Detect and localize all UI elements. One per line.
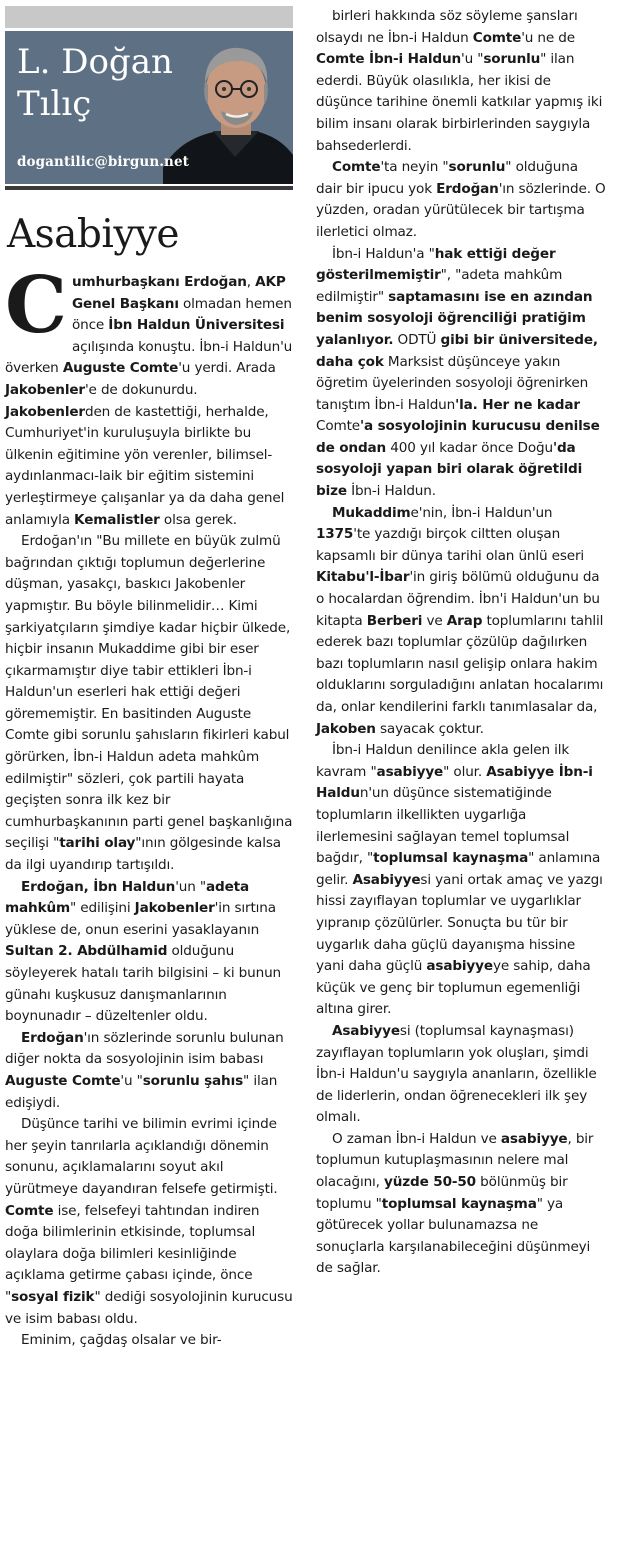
text-segment: , bir toplumun kutuplaşmasının nelere mal olacağını, <box>316 1130 594 1191</box>
article-paragraph <box>316 1129 606 1280</box>
text-segment: 'un " <box>175 878 206 895</box>
text-segment: " ya götürecek yollar bulunamazsa ne sonuçlarla karşılanabileceğini düşünmeyi de sağlar. <box>316 1195 591 1277</box>
text-segment: 'u ne de <box>521 29 575 46</box>
article-paragraph <box>316 740 606 1021</box>
text-segment: Erdoğan'ın "Bu millete en büyük zulmü bağrından çıktığı toplumun değerlerine düşman, yasakçı, baskıcı Jakobenler yapmıştır. Bu böyle bilinmelidir… Kimi şarkiyatçıların şimdiye kadar hiçbir ülkede, hiçbir insanın Mukaddime gibi bir eser çıkarmamıştır diye tabir ettikleri İbn-i Haldun'un eserleri hak ettiği değeri görememiştir. En basitinden Auguste Comte gibi sorunlu şahısların fikirleri kabul görürken, İbn-i Haldun adeta mahkûm edilmiştir" sözleri, çok partili hayata geçişten sonra ilk kez bir cumhurbaşkanının parti genel başkanlığına seçilişi " <box>5 533 293 852</box>
bold-text-segment: hak ettiği değer gösterilmemiştir <box>316 245 556 284</box>
text-segment: " ilan edişiydi. <box>5 1072 278 1111</box>
text-segment: olmadan hemen önce <box>71 295 292 334</box>
text-segment: , <box>246 274 256 290</box>
article-paragraph <box>5 877 293 1028</box>
author-header <box>5 28 293 184</box>
text-segment: ye sahip, daha küçük ve genç bir toplumun egemenliği altına girer. <box>316 958 591 1018</box>
bold-text-segment: Comte <box>332 159 381 176</box>
bold-text-segment: Sultan 2. Abdülhamid <box>5 943 168 960</box>
text-segment: e'nin, İbn-i Haldun'un <box>410 504 553 521</box>
bold-text-segment: Kemalistler <box>74 511 160 528</box>
bold-text-segment: Auguste Comte <box>5 1072 121 1089</box>
bold-text-segment: Jakobenler <box>134 900 215 917</box>
bold-text-segment: Comte <box>472 29 522 46</box>
text-segment: İbn-i Haldun. <box>346 483 436 500</box>
top-gray-strip <box>5 6 293 28</box>
text-segment: " olduğuna dair bir ipucu yok <box>316 159 578 197</box>
article-paragraph <box>316 244 606 503</box>
left-column <box>5 6 293 1352</box>
author-name <box>17 41 173 125</box>
bold-text-segment: Berberi <box>366 612 423 629</box>
text-segment: 'e de dokunurdu. <box>84 381 198 398</box>
article-paragraph <box>316 503 606 741</box>
bold-text-segment: Mukaddim <box>332 504 411 521</box>
text-segment: 'in giriş bölümü olduğunu da o hocalardan öğrendim. İbn'i Haldun'un bu kitapta <box>316 569 600 629</box>
text-segment: Comte <box>316 418 360 435</box>
text-segment: ve <box>422 612 447 629</box>
text-segment: 'in sırtına yüklese de, onun eserini yasaklayanın <box>5 900 276 938</box>
text-segment: " edilişini <box>70 900 135 917</box>
article-paragraph <box>5 1330 293 1352</box>
bold-text-segment: Kitabu'l-İbar <box>316 569 410 586</box>
text-segment: den de kastettiği, herhalde, Cumhuriyet'in kuruluşuyla birlikte bu ülkenin eğitimine yön verenler, bilimsel-aydınlanmacı-laik bir eğitim sistemini yerleştirmeye çalışanlar ya da daha genel anlamıyla <box>5 403 285 528</box>
text-segment: açılışında konuştu. İbn-i Haldun'u överken <box>5 338 293 377</box>
article-body-left <box>5 260 293 1352</box>
text-segment: 'te yazdığı birçok ciltten oluşan kapsamlı bir dünya tarihi olan ünlü eseri <box>316 526 585 564</box>
text-segment: Eminim, çağdaş olsalar ve bir- <box>21 1332 222 1349</box>
text-segment: İbn-i Haldun'a " <box>332 245 435 262</box>
bold-text-segment: umhurbaşkanı Erdoğan <box>71 274 247 290</box>
bold-text-segment: Arap <box>446 612 483 629</box>
text-segment: n'un düşünce sistematiğinde toplumların ilkellikten uygarlığa ilerlemesini sağlayan temel toplumsal bağdır, " <box>316 785 570 867</box>
bold-text-segment: Asabiyye İbn-i Haldu <box>316 763 593 802</box>
bold-text-segment: Jakobenler <box>5 403 85 420</box>
bold-text-segment: 'la. Her ne kadar <box>455 396 580 413</box>
text-segment: ", "adeta mahkûm edilmiştir" <box>316 267 563 305</box>
bold-text-segment: tarihi olay <box>59 835 136 852</box>
text-segment: si (toplumsal kaynaşması) zayıflayan toplumların yok oluşları, şimdi İbn-i Haldun'u saygıyla ananların, özellikle de liderlerin, ondan öğrenecekleri ilk şey olmalı. <box>316 1022 597 1126</box>
bold-text-segment: Auguste Comte <box>62 360 179 377</box>
bold-text-segment: İbn Haldun Üniversitesi <box>108 317 285 334</box>
author-name-line2: Tılıç <box>17 84 92 124</box>
text-segment: Düşünce tarihi ve bilimin evrimi içinde her şeyin tanrılarla açıklandığı dönemin sonunu, açıklamalarını soyut akıl yürütmeye dayandıran felsefe getirmişti. <box>5 1116 278 1197</box>
text-segment: olsa gerek. <box>159 511 237 528</box>
bold-text-segment: 'da sosyoloji yapan biri olarak öğretildi bize <box>316 439 583 500</box>
text-segment: 'ın sözlerinde. O yüzden, oradan yürütülecek bir tartışma ilerletici olmaz. <box>316 180 606 240</box>
bold-text-segment: Erdoğan <box>436 180 499 197</box>
text-segment: 'ta neyin " <box>380 159 449 176</box>
text-segment: " anlamına gelir. <box>316 850 601 888</box>
bold-text-segment: Asabiyye <box>352 871 421 888</box>
article-paragraph <box>5 1028 293 1114</box>
text-segment: " ilan ederdi. Büyük olasılıkla, her ikisi de düşünce tarihine önemli katkılar yapmış iki bilim insanı olarak birbirlerinden saygıyla bahsederlerdi. <box>316 51 603 154</box>
bold-text-segment: 'a sosyolojinin kurucusu denilse de ondan <box>316 418 600 456</box>
bold-text-segment: Jakoben <box>316 720 376 737</box>
text-segment: 400 yıl kadar önce Doğu <box>386 439 553 456</box>
bold-text-segment: toplumsal kaynaşma <box>373 850 529 867</box>
bold-text-segment: asabiyye <box>376 763 444 780</box>
text-segment: 'ın sözlerinde sorunlu bulunan diğer nokta da sosyolojinin isim babası <box>5 1029 284 1068</box>
text-segment: ise, felsefeyi tahtından indiren doğa bilimlerinin etkisinde, toplumsal olaylara doğa bilimleri kesinliğinde açıklama getirme çabası içinde, önce " <box>5 1202 260 1305</box>
bold-text-segment: sosyal fizik <box>11 1288 95 1305</box>
article-paragraph <box>316 157 606 243</box>
text-segment: bölünmüş bir toplumu " <box>316 1174 568 1212</box>
bold-text-segment: Comte <box>5 1202 54 1219</box>
bold-text-segment: sorunlu <box>448 159 506 176</box>
article-paragraph <box>316 6 606 157</box>
author-name-line1: L. Doğan <box>17 42 173 82</box>
bold-text-segment: Erdoğan, İbn Haldun <box>21 878 176 895</box>
bold-text-segment: asabiyye <box>500 1130 568 1147</box>
right-column <box>316 6 606 1280</box>
text-segment: İbn-i Haldun denilince akla gelen ilk kavram " <box>316 742 570 780</box>
text-segment: O zaman İbn-i Haldun ve <box>332 1130 501 1147</box>
bold-text-segment: Erdoğan <box>21 1029 84 1046</box>
text-segment: si yani ortak amaç ve yazgı hissi zayıflayan toplumlar ve uygarlıklar yıpranıp çözülürler. Sonuçta bu tür bir uygarlık daha güçlü dayanışma hissine yani daha güçlü <box>316 871 603 975</box>
article-paragraph <box>316 1021 606 1129</box>
text-segment: birleri hakkında söz söyleme şansları olsaydı ne İbn-i Haldun <box>316 8 578 46</box>
text-segment: 'u " <box>461 51 484 68</box>
article-title: Asabiyye <box>7 212 180 257</box>
bold-text-segment: saptamasını ise en azından benim sosyoloji öğrenciliği pratiğim yalanlıyor. <box>316 288 593 348</box>
text-segment: 'u yerdi. Arada <box>178 360 276 377</box>
bold-text-segment: yüzde 50-50 <box>384 1174 476 1191</box>
article-body-right <box>316 6 606 1280</box>
text-segment: "ının gölgesinde kalsa da ilgi uyandırıp tartışıldı. <box>5 835 281 874</box>
bold-text-segment: sorunlu şahıs <box>142 1072 244 1089</box>
bold-text-segment: sorunlu <box>483 51 541 68</box>
text-segment: " dediği sosyolojinin kurucusu ve isim babası oldu. <box>5 1288 293 1327</box>
text-segment: toplumlarını tahlil ederek bazı toplumlar çözülüp dağılırken bazı toplumların nasıl gelişip onlara hakim olduklarını sorguladığını anlatan hocalarımı da, onlar kendilerini farklı tanımlasalar da, <box>316 612 604 715</box>
bold-text-segment: Jakobenler <box>5 381 85 398</box>
bold-text-segment: adeta mahkûm <box>5 878 250 917</box>
bold-text-segment: asabiyye <box>426 958 493 975</box>
text-segment: ODTÜ <box>393 331 441 348</box>
author-email: dogantilic@birgun.net <box>17 154 189 170</box>
text-segment: olduğunu söyleyerek hatalı tarih bilgisini – ki bunun günahı kuşkusuz danışmanlarının boynunadır – düzeltenler oldu. <box>5 943 282 1025</box>
bold-text-segment: 1375 <box>316 526 354 543</box>
article-paragraph <box>5 1114 293 1330</box>
bold-text-segment: gibi bir üniversitede, daha çok <box>316 331 598 370</box>
bold-text-segment: toplumsal kaynaşma <box>381 1195 537 1212</box>
header-divider <box>5 186 293 190</box>
article-paragraph <box>5 260 293 531</box>
bold-text-segment: AKP Genel Başkanı <box>71 274 286 312</box>
text-segment: 'u " <box>120 1072 143 1089</box>
text-segment: " olur. <box>443 763 487 780</box>
drop-cap: C <box>5 260 67 351</box>
article-paragraph <box>5 531 293 877</box>
text-segment: sayacak çoktur. <box>375 720 484 737</box>
text-segment: Marksist düşünceye yakın öğretim üyelerinden sosyoloji öğrenirken tanıştım İbn-i Haldun <box>316 353 589 413</box>
bold-text-segment: Asabiyye <box>332 1022 400 1039</box>
bold-text-segment: Comte İbn-i Haldun <box>316 51 462 68</box>
